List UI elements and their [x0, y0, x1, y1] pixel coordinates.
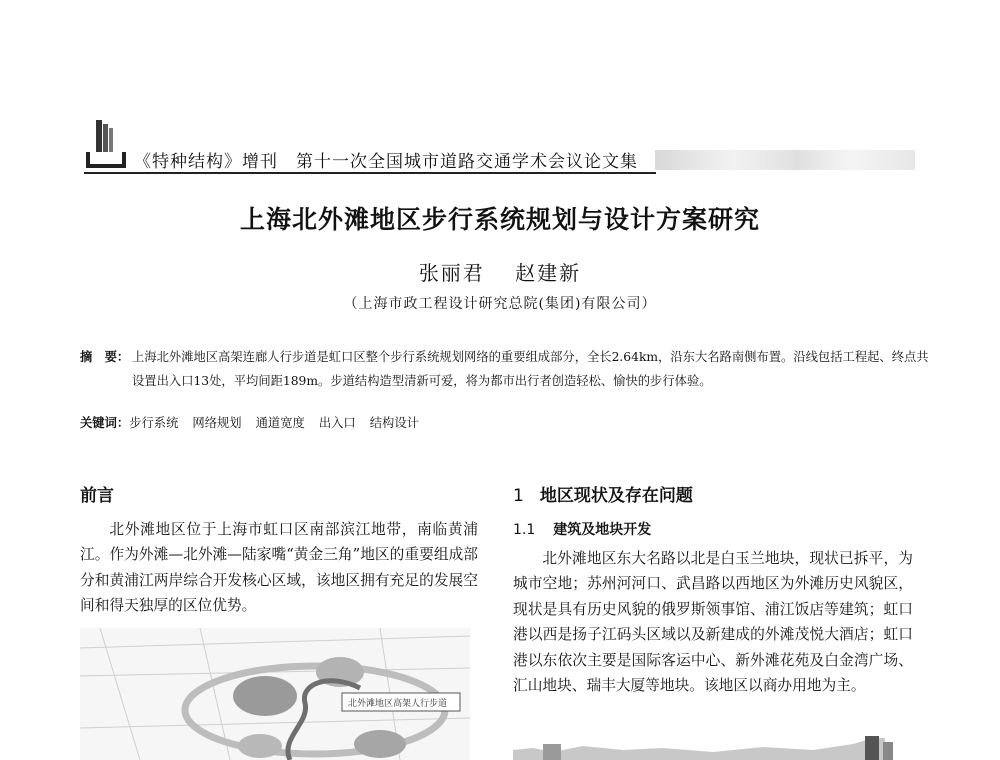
book-stack-icon — [84, 118, 128, 172]
keyword: 结构设计 — [369, 416, 419, 430]
header-rule — [84, 172, 656, 174]
keyword: 步行系统 — [129, 416, 179, 430]
authors: 张丽君 赵建新 — [418, 261, 582, 285]
subsection-1-1-heading — [513, 519, 651, 539]
keyword: 通道宽度 — [255, 416, 305, 430]
intro-heading: 前言 — [80, 486, 114, 506]
journal-name: 《特种结构》增刊 — [134, 152, 278, 172]
figure-callout: 北外滩地区高架人行步道 — [348, 699, 448, 709]
section-number: 1 — [513, 486, 524, 506]
keywords-label: 关键词： — [80, 415, 130, 430]
abstract-label: 摘 要： — [80, 349, 130, 364]
header-decoration-band — [655, 150, 915, 170]
intro-paragraph: 北外滩地区位于上海市虹口区南部滨江地带，南临黄浦江。作为外滩—北外滩—陆家嘴“黄金三角”地区的重要组成部分和黄浦江两岸综合开发核心区域，该地区拥有充足的发展空间和得天独厚的区位优势。 — [80, 521, 478, 615]
subsection-title: 建筑及地块开发 — [553, 522, 652, 538]
collection-name: 第十一次全国城市道路交通学术会议论文集 — [296, 152, 638, 172]
keywords — [80, 413, 433, 431]
abstract — [80, 345, 930, 393]
site-map-figure — [80, 628, 470, 760]
subsection-number: 1.1 — [513, 522, 536, 538]
affiliation: （上海市政工程设计研究总院(集团)有限公司） — [343, 296, 657, 312]
keyword: 网络规划 — [192, 416, 242, 430]
journal-header — [134, 147, 638, 172]
section-1-1-paragraph: 北外滩地区东大名路以北是白玉兰地块，现状已拆平，为城市空地；苏州河河口、武昌路以西地区为外滩历史风貌区，现状是具有历史风貌的俄罗斯领事馆、浦江饭店等建筑；虹口港以西是扬子江码头区域以及新建成的外滩茂悦大酒店；虹口港以东依次主要是国际客运中心、新外滩花苑及白金湾广场、汇山地块、瑞丰大厦等地块。该地区以商办用地为主。 — [513, 550, 913, 695]
keyword: 出入口 — [318, 416, 356, 430]
section-title: 地区现状及存在问题 — [539, 486, 693, 506]
abstract-text: 上海北外滩地区高架连廊人行步道是虹口区整个步行系统规划网络的重要组成部分，全长2.64km，沿东大名路南侧布置。沿线包括工程起、终点共设置出入口13处，平均间距189m。步道结构造型清新可爱，将为都市出行者创造轻松、愉快的步行体验。 — [132, 350, 929, 388]
section-1-heading — [513, 481, 693, 506]
paper-title: 上海北外滩地区步行系统规划与设计方案研究 — [239, 205, 760, 234]
street-photo-figure — [513, 736, 923, 760]
